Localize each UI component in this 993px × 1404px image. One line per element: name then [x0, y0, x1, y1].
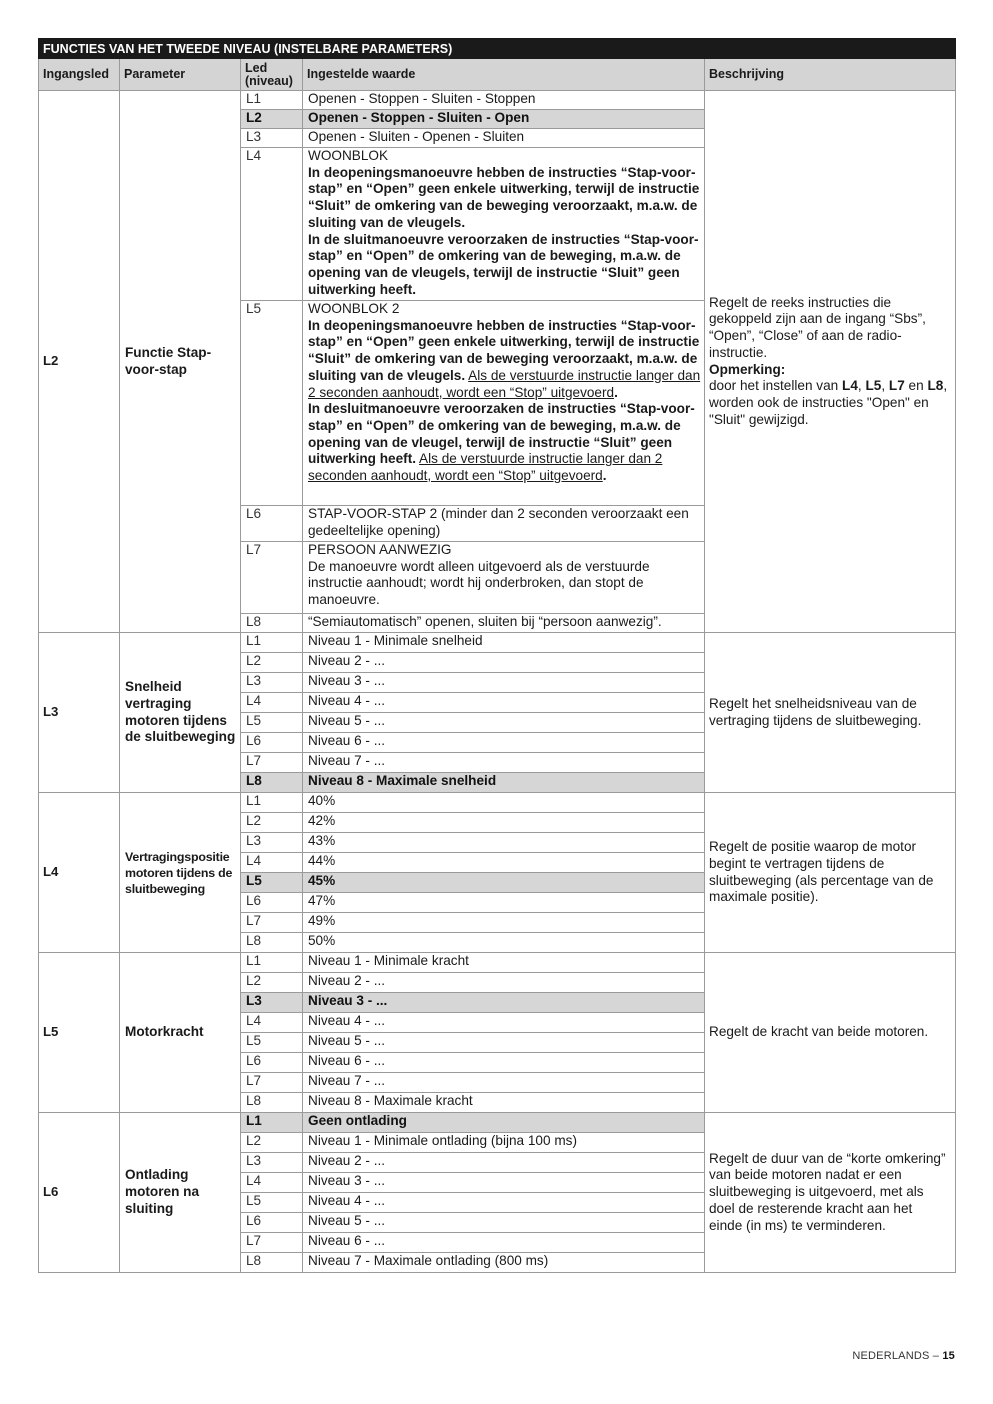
input-cell: L2: [39, 91, 120, 633]
value-text: Niveau 3 - ...: [308, 673, 386, 688]
led-cell: L2: [241, 973, 303, 993]
led-cell: L6: [241, 1053, 303, 1073]
value-note-underlined: Als de verstuurde instructie langer dan 2 seconden aanhoudt, wordt een “Stop” uitgevoerd: [308, 451, 663, 484]
value-text: 43%: [308, 833, 336, 848]
header-led: Led (niveau): [241, 59, 303, 91]
value-text: 44%: [308, 853, 336, 868]
value-text: Niveau 2 - ...: [308, 1153, 386, 1168]
value-cell: [303, 1233, 705, 1253]
value-text: In desluitmanoeuvre veroorzaken de instructies “Stap-voor-stap” en “Open” de omkering van de beweging, m.a.w. de opening van de vleugel, terwijl de instructie “Sluit” geen uitwerking heeft.: [308, 401, 695, 467]
led-cell: L3: [241, 1153, 303, 1173]
value-text: Openen - Sluiten - Openen - Sluiten: [308, 129, 525, 144]
value-text: Niveau 4 - ...: [308, 693, 386, 708]
description-text: ,: [881, 378, 889, 394]
value-text: Niveau 7 - ...: [308, 753, 386, 768]
input-cell: L6: [39, 1113, 120, 1273]
value-cell: [303, 713, 705, 733]
value-cell: [303, 148, 705, 301]
footer-language: NEDERLANDS –: [852, 1350, 940, 1362]
value-cell: [303, 129, 705, 148]
value-text: 47%: [308, 893, 336, 908]
parameter-cell: Functie Stap-voor-stap: [120, 91, 241, 633]
led-cell: L2: [241, 1133, 303, 1153]
led-cell: L7: [241, 753, 303, 773]
led-cell: L1: [241, 1113, 303, 1133]
value-text: In deopeningsmanoeuvre hebben de instructies “Stap-voor-stap” en “Open” geen enkele uitwerking, terwijl de instructie “Sluit” de omkering van de beweging veroorzaakt, m.a.w. de sluiting van de vleugels.: [308, 317, 700, 383]
value-cell: [303, 1253, 705, 1273]
input-cell: L5: [39, 953, 120, 1113]
parameter-cell: Vertragingspositie motoren tijdens de sluitbeweging: [120, 793, 241, 953]
value-cell: [303, 1133, 705, 1153]
value-cell: [303, 873, 705, 893]
description-cell: [705, 793, 956, 953]
led-cell: L8: [241, 773, 303, 793]
description-cell: [705, 953, 956, 1113]
parameter-cell: Ontlading motoren na sluiting: [120, 1113, 241, 1273]
table-row: [39, 633, 956, 653]
led-cell: L4: [241, 693, 303, 713]
value-cell: [303, 933, 705, 953]
value-text: WOONBLOK 2: [308, 301, 400, 316]
value-cell: [303, 893, 705, 913]
value-text: Niveau 8 - Maximale kracht: [308, 1093, 473, 1108]
page-footer: [852, 1350, 955, 1362]
table-row: [39, 793, 956, 813]
led-cell: L2: [241, 813, 303, 833]
value-text: Niveau 5 - ...: [308, 1213, 386, 1228]
value-cell: [303, 1113, 705, 1133]
description-text: Regelt de positie waarop de motor begint te vertragen tijdens de sluitbeweging (als percentage van de maximale positie).: [709, 839, 934, 905]
value-text: Niveau 6 - ...: [308, 1053, 386, 1068]
value-text: Niveau 8 - Maximale snelheid: [308, 773, 497, 788]
value-cell: [303, 301, 705, 506]
value-cell: [303, 1053, 705, 1073]
value-cell: [303, 1073, 705, 1093]
led-cell: L1: [241, 633, 303, 653]
value-cell: [303, 913, 705, 933]
input-cell: L4: [39, 793, 120, 953]
led-cell: L1: [241, 91, 303, 110]
table-body: [39, 91, 956, 1273]
led-cell: L3: [241, 993, 303, 1013]
value-text: Niveau 2 - ...: [308, 973, 386, 988]
led-cell: L8: [241, 1253, 303, 1273]
value-text: Niveau 6 - ...: [308, 733, 386, 748]
led-cell: L4: [241, 1013, 303, 1033]
value-text: STAP-VOOR-STAP 2 (minder dan 2 seconden veroorzaakt een gedeeltelijke opening): [308, 506, 689, 538]
led-cell: L8: [241, 614, 303, 633]
value-text: Openen - Stoppen - Sluiten - Open: [308, 110, 530, 125]
value-cell: [303, 653, 705, 673]
led-cell: L7: [241, 913, 303, 933]
description-text: ,: [857, 378, 866, 394]
value-cell: [303, 1033, 705, 1053]
description-text: en: [904, 378, 928, 394]
led-cell: L7: [241, 1233, 303, 1253]
header-row: [39, 59, 956, 91]
led-cell: L2: [241, 653, 303, 673]
led-cell: L6: [241, 506, 303, 542]
value-cell: [303, 693, 705, 713]
led-cell: L4: [241, 1173, 303, 1193]
led-cell: L5: [241, 713, 303, 733]
value-text: Niveau 7 - ...: [308, 1073, 386, 1088]
value-text: Niveau 5 - ...: [308, 713, 386, 728]
value-cell: [303, 1213, 705, 1233]
value-text: Openen - Stoppen - Sluiten - Stoppen: [308, 91, 536, 106]
table-row: [39, 91, 956, 110]
value-text: Niveau 1 - Minimale kracht: [308, 953, 469, 968]
value-text: Niveau 4 - ...: [308, 1013, 386, 1028]
value-cell: [303, 813, 705, 833]
description-cell: [705, 633, 956, 793]
value-cell: [303, 853, 705, 873]
description-cell: [705, 1113, 956, 1273]
led-cell: L6: [241, 1213, 303, 1233]
header-value: Ingestelde waarde: [303, 59, 705, 91]
value-text: Niveau 6 - ...: [308, 1233, 386, 1248]
value-text: 42%: [308, 813, 336, 828]
value-cell: [303, 542, 705, 614]
value-text: PERSOON AANWEZIG: [308, 542, 452, 557]
input-cell: L3: [39, 633, 120, 793]
value-cell: [303, 773, 705, 793]
table-title: FUNCTIES VAN HET TWEEDE NIVEAU (INSTELBARE PARAMETERS): [39, 39, 956, 59]
page-number: 15: [942, 1350, 955, 1362]
value-cell: [303, 953, 705, 973]
description-text: L5: [865, 378, 882, 394]
header-input: Ingangsled: [39, 59, 120, 91]
value-cell: [303, 1093, 705, 1113]
led-cell: L6: [241, 893, 303, 913]
value-note-underlined: Als de verstuurde instructie langer dan 2 seconden aanhoudt, wordt een “Stop” uitgevoerd: [308, 367, 701, 400]
value-cell: [303, 993, 705, 1013]
value-text: Niveau 1 - Minimale ontlading (bijna 100 ms): [308, 1133, 577, 1148]
value-text: 45%: [308, 873, 336, 888]
value-cell: [303, 673, 705, 693]
value-cell: [303, 733, 705, 753]
header-parameter: Parameter: [120, 59, 241, 91]
header-description: Beschrijving: [705, 59, 956, 91]
value-text: Niveau 7 - Maximale ontlading (800 ms): [308, 1253, 549, 1268]
value-text: WOONBLOK: [308, 148, 389, 163]
parameter-cell: Motorkracht: [120, 953, 241, 1113]
value-text: Niveau 2 - ...: [308, 653, 386, 668]
led-cell: L8: [241, 933, 303, 953]
description-text: Opmerking:: [709, 361, 786, 377]
description-text: L8: [927, 378, 944, 394]
description-cell: [705, 91, 956, 633]
value-cell: [303, 833, 705, 853]
value-text: Niveau 3 - ...: [308, 1173, 386, 1188]
led-cell: L5: [241, 1193, 303, 1213]
value-cell: [303, 1013, 705, 1033]
led-cell: L4: [241, 148, 303, 301]
value-text: De manoeuvre wordt alleen uitgevoerd als de verstuurde instructie aanhoudt; wordt hij onderbroken, dan stopt de manoeuvre.: [308, 558, 650, 608]
led-cell: L7: [241, 1073, 303, 1093]
value-cell: [303, 633, 705, 653]
description-text: door het instellen van: [709, 378, 843, 394]
parameters-table: [38, 38, 956, 1273]
led-cell: L8: [241, 1093, 303, 1113]
led-cell: L1: [241, 953, 303, 973]
led-cell: L2: [241, 110, 303, 129]
value-cell: [303, 614, 705, 633]
led-cell: L3: [241, 833, 303, 853]
description-text: Regelt de kracht van beide motoren.: [709, 1024, 929, 1040]
value-text: Niveau 4 - ...: [308, 1193, 386, 1208]
value-cell: [303, 1173, 705, 1193]
value-text: Niveau 5 - ...: [308, 1033, 386, 1048]
value-cell: [303, 110, 705, 129]
value-text: Niveau 3 - ...: [308, 993, 388, 1008]
description-text: Regelt de duur van de “korte omkering” van beide motoren nadat er een sluitbeweging is uitgevoerd, met als doel de resterende kracht aan het einde (in ms) te verminderen.: [709, 1150, 946, 1233]
led-cell: L7: [241, 542, 303, 614]
value-cell: [303, 973, 705, 993]
value-text: .: [602, 468, 607, 484]
value-cell: [303, 506, 705, 542]
led-cell: L4: [241, 853, 303, 873]
value-text: In de sluitmanoeuvre veroorzaken de instructies “Stap-voor-stap” en “Open” de omkering van de beweging, m.a.w. de opening van de vleugels, terwijl de instructie “Sluit” geen uitwerking heeft.: [308, 231, 699, 297]
value-text: 50%: [308, 933, 336, 948]
led-cell: L3: [241, 673, 303, 693]
table-row: [39, 953, 956, 973]
value-cell: [303, 1153, 705, 1173]
value-cell: [303, 753, 705, 773]
table-row: [39, 1113, 956, 1133]
description-text: Regelt het snelheidsniveau van de vertraging tijdens de sluitbeweging.: [709, 695, 922, 728]
description-text: L4: [842, 378, 858, 394]
led-cell: L5: [241, 873, 303, 893]
value-text: “Semiautomatisch” openen, sluiten bij “persoon aanwezig”.: [308, 614, 662, 629]
led-cell: L6: [241, 733, 303, 753]
value-text: 49%: [308, 913, 336, 928]
value-cell: [303, 1193, 705, 1213]
description-text: L7: [888, 378, 905, 394]
value-text: In deopeningsmanoeuvre hebben de instructies “Stap-voor-stap” en “Open” geen enkele uitwerking, terwijl de instructie “Sluit” de omkering van de beweging veroorzaakt, m.a.w. de sluiting van de vleugels.: [308, 164, 700, 230]
value-cell: [303, 91, 705, 110]
value-cell: [303, 793, 705, 813]
parameter-cell: Snelheid vertraging motoren tijdens de sluitbeweging: [120, 633, 241, 793]
led-cell: L5: [241, 301, 303, 506]
led-cell: L3: [241, 129, 303, 148]
value-text: Niveau 1 - Minimale snelheid: [308, 633, 483, 648]
value-text: 40%: [308, 793, 336, 808]
led-cell: L1: [241, 793, 303, 813]
led-cell: L5: [241, 1033, 303, 1053]
value-text: .: [614, 384, 618, 400]
description-text: Regelt de reeks instructies die gekoppeld zijn aan de ingang “Sbs”, “Open”, “Close” of aan de radio-instructie.: [709, 294, 926, 360]
value-text: Geen ontlading: [308, 1113, 407, 1128]
description-text: , worden ook de instructies "Open" en "Sluit" gewijzigd.: [709, 378, 948, 427]
